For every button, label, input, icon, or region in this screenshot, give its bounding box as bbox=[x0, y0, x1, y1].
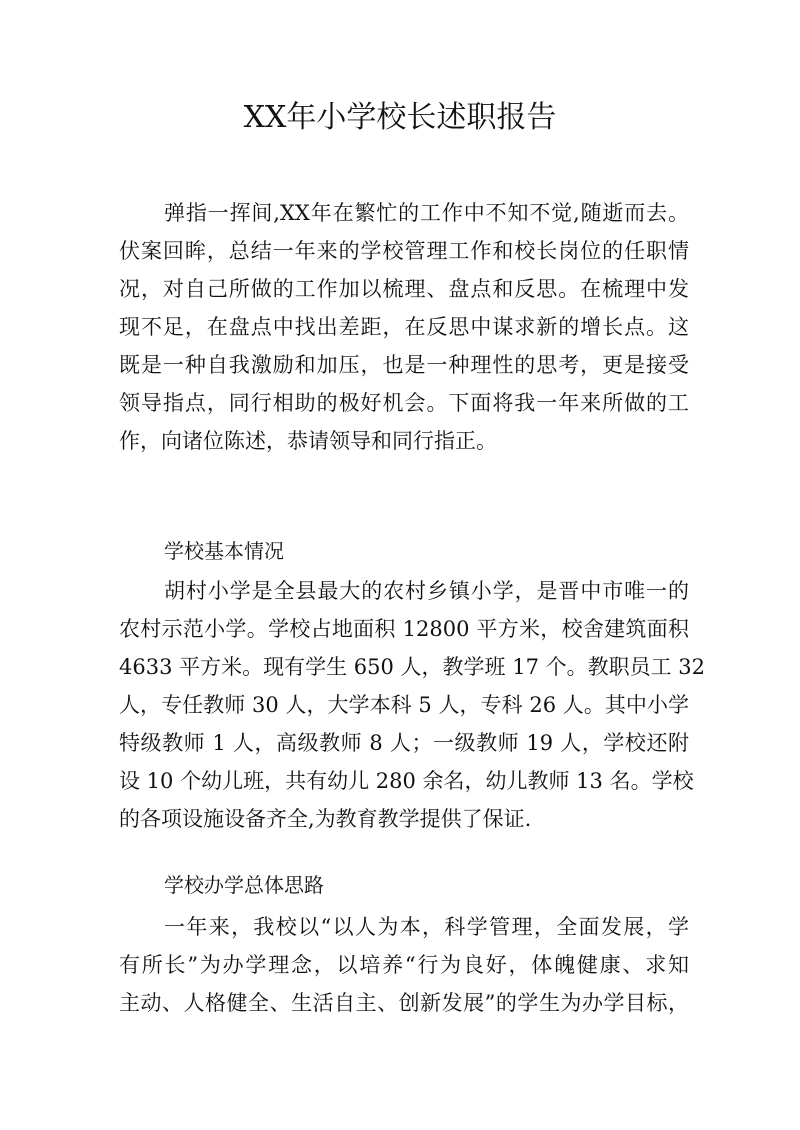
intro-line-1: 弹指一挥间,XX年在繁忙的工作中不知不觉,随逝而去。 bbox=[164, 201, 689, 225]
document-title: XX年小学校长述职报告 bbox=[243, 100, 557, 135]
section2-line-3: 主动、人格健全、生活自主、创新发展”的学生为办学目标， bbox=[119, 991, 689, 1015]
section1-line-3: 4633 平方米。现有学生 650 人，教学班 17 个。教职员工 32 bbox=[119, 655, 706, 679]
section1-line-2: 农村示范小学。学校占地面积 12800 平方米，校舍建筑面积 bbox=[119, 617, 689, 641]
intro-line-2: 伏案回眸，总结一年来的学校管理工作和校长岗位的任职情 bbox=[119, 239, 689, 263]
section1-line-6: 设 10 个幼儿班，共有幼儿 280 余名，幼儿教师 13 名。学校 bbox=[119, 769, 694, 793]
section-heading-overall-approach: 学校办学总体思路 bbox=[164, 873, 324, 897]
intro-line-7: 作，向诸位陈述，恭请领导和同行指正。 bbox=[119, 429, 497, 453]
section1-line-5: 特级教师 1 人，高级教师 8 人；一级教师 19 人，学校还附 bbox=[119, 731, 689, 755]
section1-line-4: 人，专任教师 30 人，大学本科 5 人，专科 26 人。其中小学 bbox=[119, 693, 689, 717]
intro-line-6: 领导指点，同行相助的极好机会。下面将我一年来所做的工 bbox=[119, 391, 689, 415]
intro-line-4: 现不足，在盘点中找出差距，在反思中谋求新的增长点。这 bbox=[119, 315, 689, 339]
intro-line-3: 况，对自己所做的工作加以梳理、盘点和反思。在梳理中发 bbox=[119, 277, 689, 301]
section1-line-7: 的各项设施设备齐全,为教育教学提供了保证. bbox=[119, 807, 532, 831]
intro-line-5: 既是一种自我激励和加压，也是一种理性的思考，更是接受 bbox=[119, 353, 689, 377]
section-heading-basic-info: 学校基本情况 bbox=[164, 539, 284, 563]
section2-line-1: 一年来，我校以“以人为本，科学管理，全面发展，学 bbox=[164, 915, 689, 939]
section1-line-1: 胡村小学是全县最大的农村乡镇小学，是晋中市唯一的 bbox=[164, 579, 689, 603]
section2-line-2: 有所长”为办学理念，以培养“行为良好，体魄健康、求知 bbox=[119, 953, 689, 977]
